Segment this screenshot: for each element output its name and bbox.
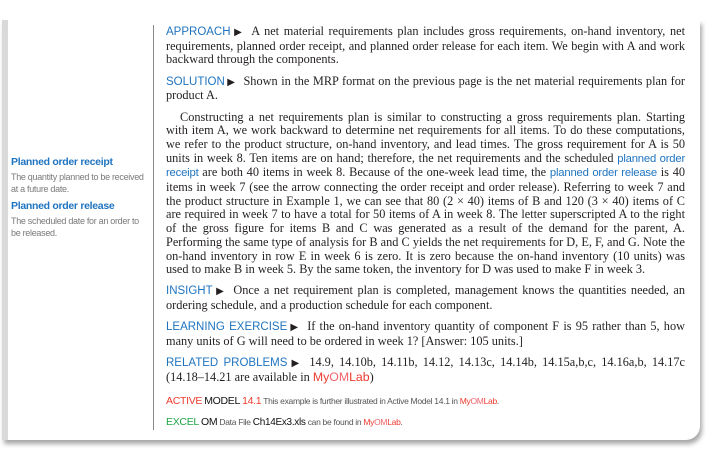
data-file-name: Ch14Ex3.xls [252, 416, 306, 428]
arrow-icon: ▶ [232, 27, 244, 38]
arrow-icon: ▶ [289, 358, 302, 370]
arrow-icon: ▶ [226, 76, 236, 88]
related-problems-section [166, 356, 685, 384]
keyword-planned-order-receipt: planned order receipt [166, 152, 686, 180]
om-label: OM [201, 415, 218, 428]
example-body [166, 25, 685, 435]
related-problems-label: RELATED PROBLEMS [166, 357, 288, 370]
active-model-text: This example is further illustrated in Active Model 14.1 in [263, 395, 458, 406]
myomlab-link[interactable]: MyOMLab [312, 369, 370, 384]
learning-exercise-text: If the on-hand inventory quantity of component F is 95 rather than 5, how many units of G will need to be ordered in week 1? [Answer: 105 units.] [166, 319, 685, 349]
glossary-term: Planned order release [11, 200, 115, 212]
margin-divider [153, 25, 154, 430]
model-label: MODEL [204, 394, 241, 407]
solution-text: Shown in the MRP format on the previous page is the net material requirements plan for product A. [166, 73, 685, 103]
glossary-definition: The quantity planned to be received at a future date. [11, 172, 144, 194]
period: . [496, 395, 499, 406]
approach-section [166, 25, 685, 67]
myomlab-link[interactable]: MyOMLab [363, 416, 401, 427]
glossary-term: Planned order receipt [11, 156, 113, 168]
body-text: are both 40 items in week 8. Because of the one-week lead time, the [202, 165, 547, 180]
arrow-icon: ▶ [289, 322, 300, 334]
data-file-label: Data File [219, 416, 251, 427]
active-model-number: 14.1 [242, 394, 262, 407]
excel-om-text: can be found in [307, 416, 362, 427]
arrow-icon: ▶ [214, 286, 226, 298]
solution-section [166, 75, 685, 103]
approach-text: A net material requirements plan includes gross requirements, on-hand inventory, net requirements, planned order receipt, and planned order release for each item. We begin with A and work backward through the components. [166, 24, 685, 67]
insight-section [166, 284, 685, 312]
keyword-planned-order-release: planned order release [549, 167, 657, 180]
body-text: Constructing a net requirements plan is similar to constructing a gross requirements plan. Starting with item A, we work backward to determine net requirements for all items. To do these computations, we refer to the product structure, on-hand inventory, and lead times. The gross requirement for A is 50 units in week 8. Ten items are on hand; therefore, the net requirements and the scheduled [166, 109, 685, 165]
insight-label: INSIGHT [166, 285, 213, 298]
solution-label: SOLUTION [166, 75, 225, 88]
period: . [400, 416, 403, 427]
myomlab-link[interactable]: MyOMLab [459, 395, 497, 406]
excel-label: EXCEL [166, 415, 199, 428]
approach-label: APPROACH [166, 26, 231, 38]
active-model-note [166, 396, 685, 406]
closing-paren: ) [369, 369, 374, 384]
body-paragraph [166, 111, 685, 277]
insight-text: Once a net requirement plan is completed, management knows the quantities needed, an ordering schedule, and a production schedule for each component. [166, 283, 685, 313]
body-text: is 40 items in week 7 (see the arrow connecting the order receipt and order release). Referring to week 7 and the product structure in Example 1, we can see that 80 (2 × 40) items of B and 120 (3 × 40) items of C are required in week 7 to have a total for 50 items of A in week 8. The letter superscripted A to the right of the gross figure for items B and C was generated as a result of the demand for the parent, A. Performing the same type of analysis for B and C yields the net requirements for D, E, F, and G. Note the on-hand inventory in row E in week 6 is zero. It is zero because the on-hand inventory (10 units) was used to make B in week 5. By the same token, the inventory for D was used to make F in week 3. [166, 165, 685, 277]
glossary-definition: The scheduled date for an order to be released. [11, 216, 139, 238]
learning-exercise-section [166, 320, 685, 348]
margin-glossary [11, 156, 147, 244]
learning-exercise-label: LEARNING EXERCISE [166, 321, 288, 334]
related-problems-text: 14.9, 14.10b, 14.11b, 14.12, 14.13c, 14.14b, 14.15a,b,c, 14.16a,b, 14.17c (14.18–14.21 are available in [166, 355, 685, 384]
excel-om-note [166, 417, 685, 428]
active-label: ACTIVE [166, 394, 203, 407]
